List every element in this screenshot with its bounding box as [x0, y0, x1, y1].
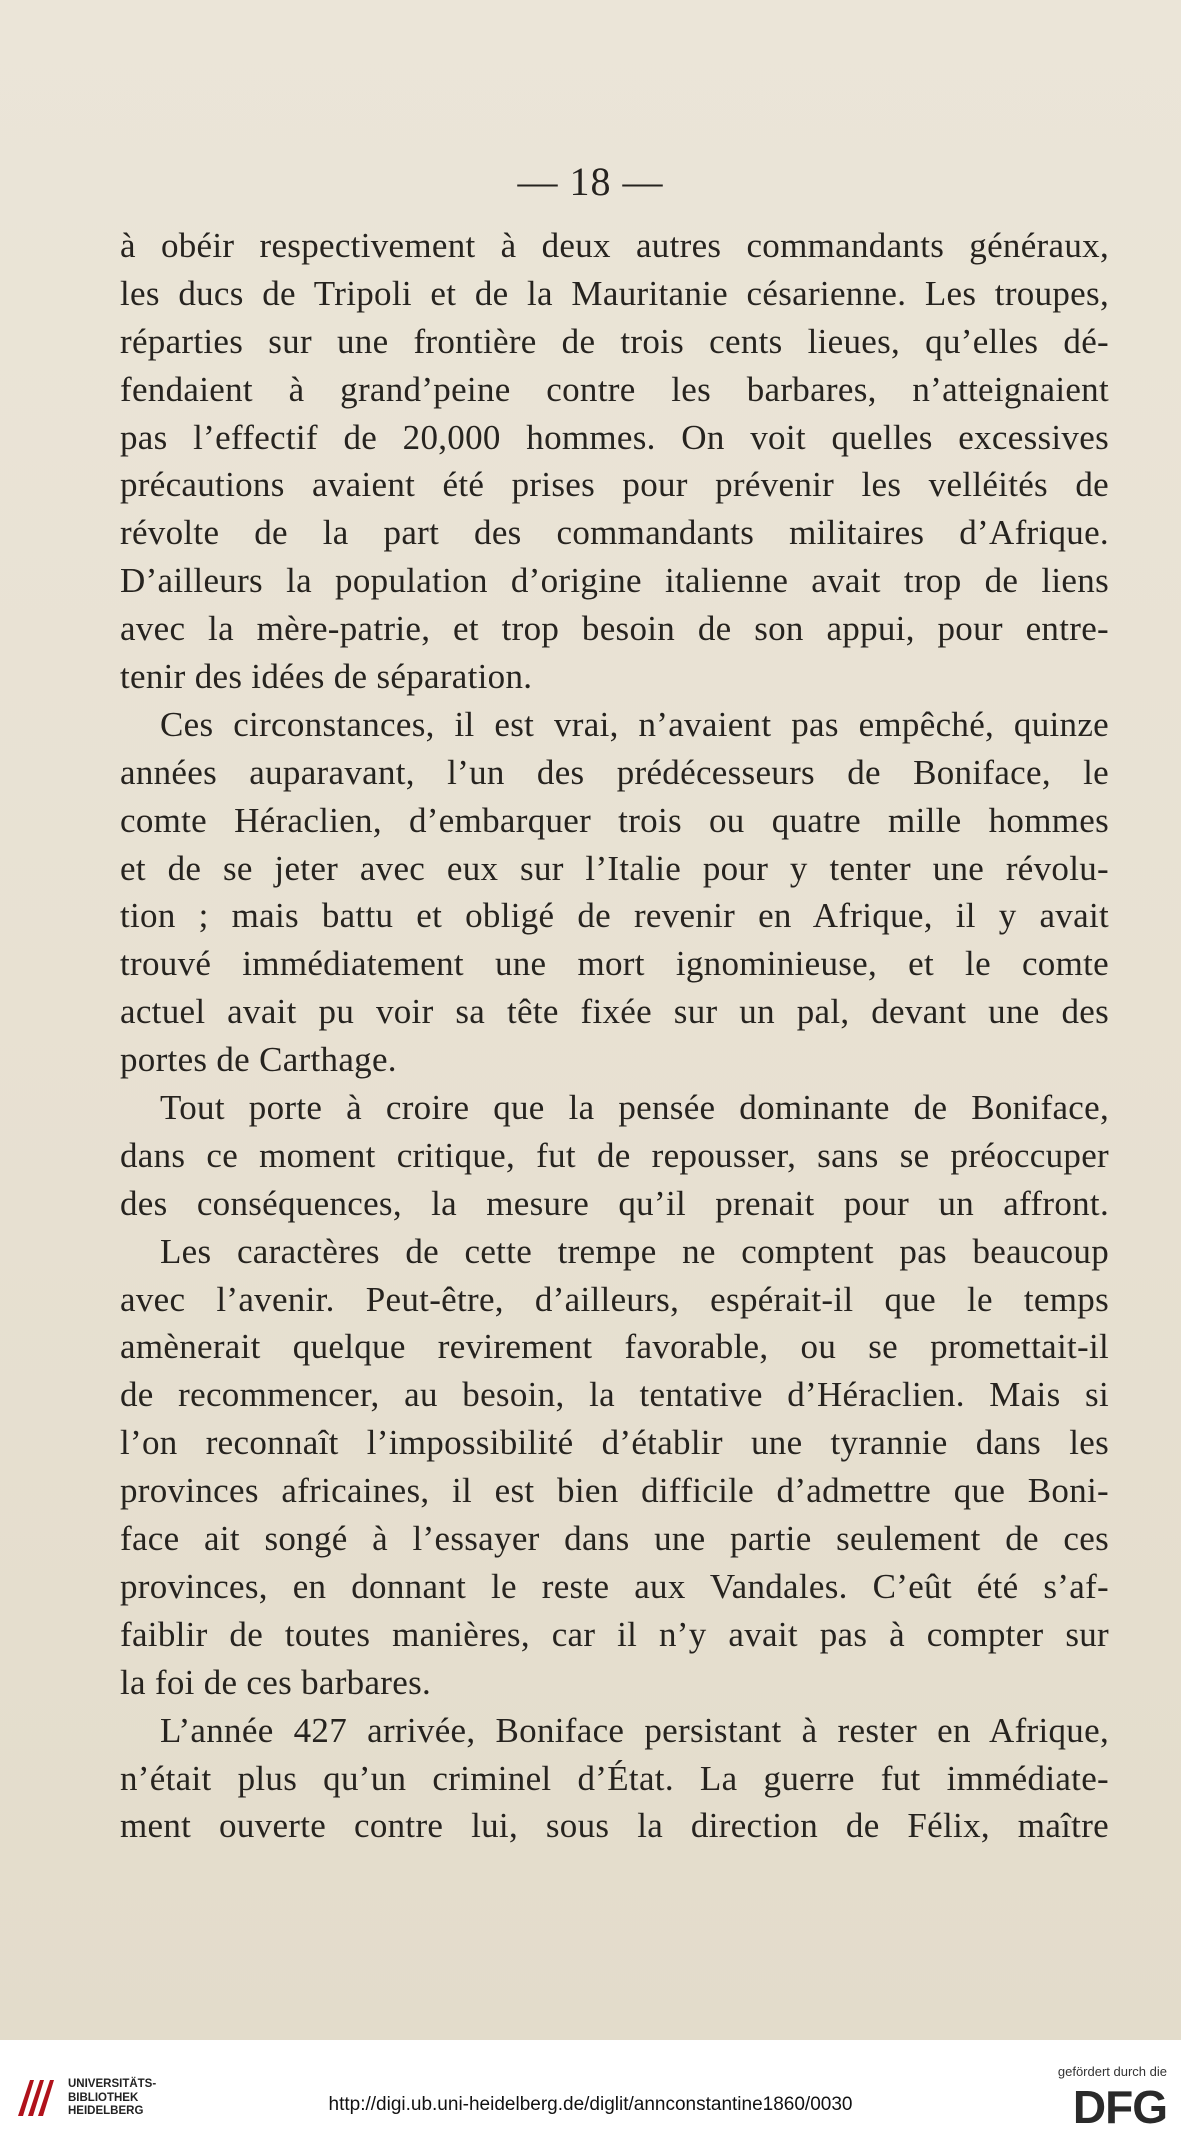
text-line: la foi de ces barbares. [120, 1662, 432, 1702]
text-line: n’était plus qu’un criminel d’État. La guerre fut immédiate- [120, 1758, 1109, 1798]
text-line: l’on reconnaît l’impossibilité d’établir une tyrannie dans les [120, 1423, 1109, 1463]
text-line: des conséquences, la mesure qu’il prenait pour un affront. [120, 1183, 1109, 1223]
text-line: tion ; mais battu et obligé de revenir en Afrique, il y avait [120, 896, 1109, 936]
dfg-logo: DFG [1072, 2081, 1167, 2133]
library-name-line: UNIVERSITÄTS- [68, 2078, 157, 2090]
library-name-line: HEIDELBERG [68, 2105, 144, 2117]
text-line: ment ouverte contre lui, sous la direction de Félix, maître [120, 1806, 1109, 1846]
text-line: faiblir de toutes manières, car il n’y avait pas à compter sur [120, 1614, 1109, 1654]
text-line: face ait songé à l’essayer dans une partie seulement de ces [120, 1519, 1109, 1559]
text-line: précautions avaient été prises pour prévenir les velléités de [120, 465, 1109, 505]
funding-caption: gefördert durch die [1057, 2064, 1167, 2079]
text-line: réparties sur une frontière de trois cents lieues, qu’elles dé- [120, 321, 1109, 361]
text-line: comte Héraclien, d’embarquer trois ou quatre mille hommes [120, 800, 1109, 840]
footer-bar [0, 2040, 1181, 2145]
paragraph-start-line: Les caractères de cette trempe ne comptent pas beaucoup [160, 1231, 1109, 1271]
text-line: de recommencer, au besoin, la tentative d’Héraclien. Mais si [120, 1375, 1109, 1415]
text-line: avec la mère-patrie, et trop besoin de son appui, pour entre- [120, 609, 1109, 649]
text-line: dans ce moment critique, fut de repousser, sans se préoccuper [120, 1135, 1109, 1175]
text-line: avec l’avenir. Peut-être, d’ailleurs, espérait-il que le temps [120, 1279, 1109, 1319]
body-text [120, 222, 1109, 1850]
text-line: amènerait quelque revirement favorable, ou se promettait-il [120, 1327, 1109, 1367]
text-line: portes de Carthage. [120, 1040, 397, 1080]
text-line: et de se jeter avec eux sur l’Italie pour y tenter une révolu- [120, 848, 1109, 888]
text-line: D’ailleurs la population d’origine italienne avait trop de liens [120, 561, 1109, 601]
paragraph-start-line: L’année 427 arrivée, Boniface persistant à rester en Afrique, [160, 1710, 1109, 1750]
text-line: tenir des idées de séparation. [120, 657, 533, 697]
paragraph-start-line: Tout porte à croire que la pensée dominante de Boniface, [160, 1088, 1109, 1128]
text-line: pas l’effectif de 20,000 hommes. On voit quelles excessives [120, 417, 1109, 457]
text-line: à obéir respectivement à deux autres commandants généraux, [120, 226, 1109, 265]
paragraph-start-line: Ces circonstances, il est vrai, n’avaient pas empêché, quinze [160, 704, 1109, 744]
text-line: provinces africaines, il est bien difficile d’admettre que Boni- [120, 1471, 1109, 1511]
text-line: années auparavant, l’un des prédécesseurs de Boniface, le [120, 752, 1109, 792]
text-line: révolte de la part des commandants militaires d’Afrique. [120, 513, 1109, 553]
text-line: provinces, en donnant le reste aux Vandales. C’eût été s’af- [120, 1566, 1109, 1606]
library-name-line: BIBLIOTHEK [68, 2091, 139, 2104]
text-line: les ducs de Tripoli et de la Mauritanie césarienne. Les troupes, [120, 273, 1109, 313]
permalink-url[interactable]: http://digi.ub.uni-heidelberg.de/diglit/annconstantine1860/0030 [328, 2094, 853, 2115]
text-line: fendaient à grand’peine contre les barbares, n’atteignaient [120, 369, 1109, 409]
text-line: actuel avait pu voir sa tête fixée sur un pal, devant une des [120, 992, 1109, 1032]
text-line: trouvé immédiatement une mort ignominieuse, et le comte [120, 944, 1109, 984]
page-number: — 18 — [517, 159, 664, 204]
